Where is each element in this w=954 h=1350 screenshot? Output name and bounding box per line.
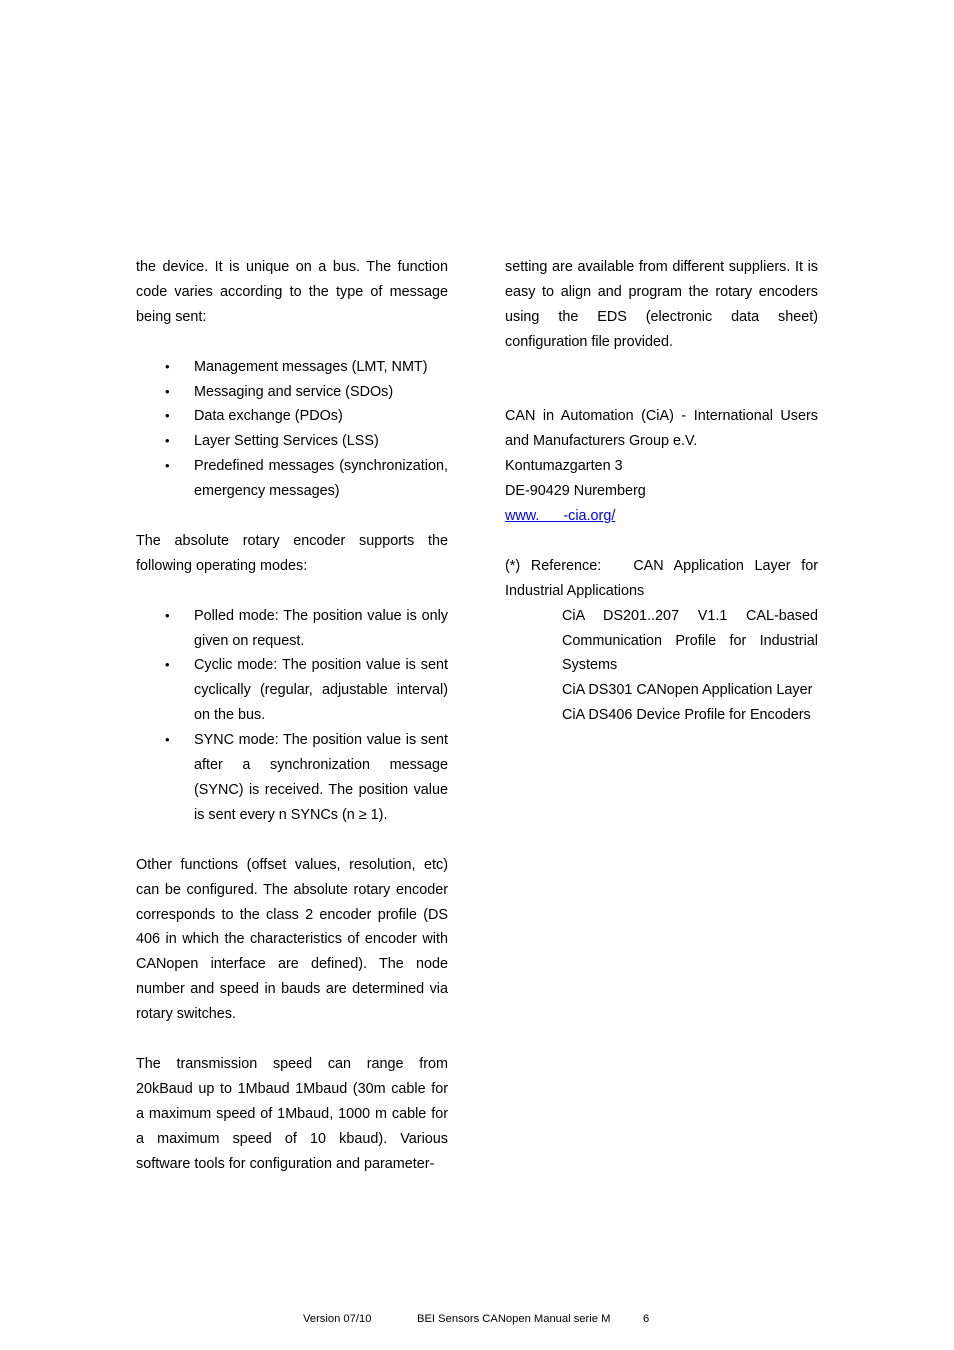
address-city: DE-90429 Nuremberg bbox=[505, 483, 646, 500]
cia-website-link[interactable]: www. -cia.org/ bbox=[505, 508, 616, 525]
right-column bbox=[505, 255, 822, 728]
transmission-paragraph: The transmission speed can range from 20kBaud up to 1Mbaud 1Mbaud (30m cable for a maximum speed of 1Mbaud, 1000 m cable for a maximum speed of 10 kbaud). Various software tools for configuration and parameter- bbox=[136, 1055, 448, 1172]
list-item: • Cyclic mode: The position value is sent cyclically (regular, adjustable interval) on the bus. bbox=[136, 653, 448, 728]
list-item: • Data exchange (PDOs) bbox=[136, 404, 448, 429]
functions-paragraph: Other functions (offset values, resolution, etc) can be configured. The absolute rotary encoder corresponds to the class 2 encoder profile (DS 406 in which the characteristics of encoder with CANopen interface are defined). The node number and speed in bauds are determined via rotary switches. bbox=[136, 856, 448, 1023]
address-street: Kontumazgarten 3 bbox=[505, 458, 623, 475]
modes-intro-paragraph: The absolute rotary encoder supports the following operating modes: bbox=[136, 532, 448, 574]
list-item: • Layer Setting Services (LSS) bbox=[136, 429, 448, 454]
list-item: • SYNC mode: The position value is sent after a synchronization message (SYNC) is received. The position value is sent every n SYNCs (n ≥ 1). bbox=[136, 728, 448, 828]
reference-item: CiA DS201..207 V1.1 CAL-based Communication Profile for Industrial Systems bbox=[562, 607, 818, 674]
reference-item: CiA DS301 CANopen Application Layer bbox=[562, 682, 813, 699]
message-type-list bbox=[136, 355, 448, 504]
footer-page-number: 6 bbox=[643, 1313, 650, 1325]
left-column bbox=[136, 255, 448, 1176]
operating-mode-list bbox=[136, 604, 448, 828]
list-item: • Polled mode: The position value is only given on request. bbox=[136, 604, 448, 654]
reference-list bbox=[505, 604, 818, 729]
organization-name: CAN in Automation (CiA) - International Users and Manufacturers Group e.V. bbox=[505, 408, 818, 450]
list-item: • Management messages (LMT, NMT) bbox=[136, 355, 448, 380]
footer-title: BEI Sensors CANopen Manual serie M bbox=[417, 1313, 611, 1325]
list-item: • Messaging and service (SDOs) bbox=[136, 380, 448, 405]
setting-paragraph: setting are available from different suppliers. It is easy to align and program the rotary encoders using the EDS (electronic data sheet) configuration file provided. bbox=[505, 259, 818, 350]
reference-item: CiA DS406 Device Profile for Encoders bbox=[562, 707, 811, 724]
list-item: • Predefined messages (synchronization, emergency messages) bbox=[136, 454, 448, 504]
reference-heading: (*) Reference: CAN Application Layer for Industrial Applications bbox=[505, 557, 822, 599]
intro-paragraph: the device. It is unique on a bus. The function code varies according to the type of message being sent: bbox=[136, 259, 448, 325]
footer-version: Version 07/10 bbox=[303, 1313, 372, 1325]
